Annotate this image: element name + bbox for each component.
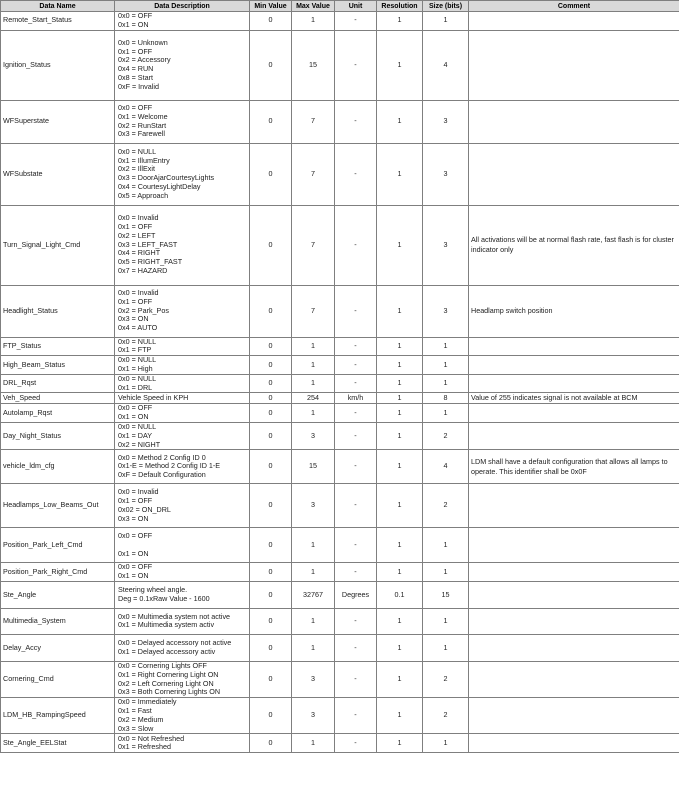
cell-data-name: Turn_Signal_Light_Cmd <box>1 205 115 285</box>
cell-data-name: Delay_Accy <box>1 634 115 661</box>
table-row <box>1 422 679 449</box>
description-line: 0x0 = Not Refreshed <box>118 733 185 743</box>
cell-max-value: 1 <box>292 608 335 634</box>
description-line: 0x1 = OFF <box>118 222 153 232</box>
cell-size-bits: 1 <box>423 734 469 753</box>
cell-max-value: 15 <box>292 450 335 484</box>
col-header-size: Size (bits) <box>423 1 469 12</box>
cell-data-name: Position_Park_Right_Cmd <box>1 563 115 582</box>
description-line: 0x1 = ON <box>118 19 149 29</box>
cell-min-value: 0 <box>250 404 292 423</box>
description-line: 0x8 = Start <box>118 72 153 82</box>
description-line: 0x0 = NULL <box>118 422 157 431</box>
table-row <box>1 634 679 661</box>
description-line: 0x3 = ON <box>118 513 149 523</box>
description-line: 0x3 = LEFT_FAST <box>118 239 178 249</box>
cell-max-value: 254 <box>292 393 335 404</box>
description-line: 0x2 = Accessory <box>118 55 171 65</box>
cell-size-bits: 15 <box>423 581 469 608</box>
cell-data-description <box>115 374 250 393</box>
description-line: 0x0 = Unknown <box>118 37 168 47</box>
cell-resolution: 1 <box>377 404 423 423</box>
cell-data-name: Ste_Angle <box>1 581 115 608</box>
cell-data-description <box>115 608 250 634</box>
cell-max-value: 7 <box>292 143 335 205</box>
cell-data-name: WFSuperstate <box>1 100 115 143</box>
table-row <box>1 661 679 697</box>
description-line: 0x0 = Immediately <box>118 697 177 707</box>
table-row <box>1 356 679 375</box>
cell-min-value: 0 <box>250 356 292 375</box>
cell-max-value: 1 <box>292 356 335 375</box>
cell-data-description <box>115 356 250 375</box>
col-header-resolution: Resolution <box>377 1 423 12</box>
cell-data-name: Headlamps_Low_Beams_Out <box>1 484 115 528</box>
cell-data-name: FTP_Status <box>1 337 115 356</box>
cell-size-bits: 1 <box>423 12 469 31</box>
cell-max-value: 1 <box>292 337 335 356</box>
cell-max-value: 3 <box>292 422 335 449</box>
cell-comment: LDM shall have a default configuration that allows all lamps to operate. This identifier shall be 0x0F <box>469 450 679 484</box>
cell-comment <box>469 698 679 734</box>
description-line: 0x1 = DRL <box>118 382 153 392</box>
cell-comment <box>469 100 679 143</box>
cell-data-description <box>115 285 250 337</box>
col-header-comment: Comment <box>469 1 679 12</box>
cell-resolution: 1 <box>377 393 423 404</box>
description-line: 0x1 = Delayed accessory activ <box>118 646 216 656</box>
cell-data-name: High_Beam_Status <box>1 356 115 375</box>
cell-min-value: 0 <box>250 581 292 608</box>
cell-unit: - <box>335 337 377 356</box>
cell-size-bits: 1 <box>423 634 469 661</box>
description-line: 0x1 = ON <box>118 412 149 422</box>
description-line: 0x0 = OFF <box>118 403 153 413</box>
cell-resolution: 1 <box>377 356 423 375</box>
description-line: 0x4 = RUN <box>118 64 154 74</box>
cell-comment <box>469 374 679 393</box>
description-line: 0x4 = RIGHT <box>118 248 161 258</box>
cell-min-value: 0 <box>250 563 292 582</box>
cell-data-description <box>115 393 250 404</box>
cell-comment <box>469 608 679 634</box>
table-row <box>1 698 679 734</box>
cell-data-description <box>115 698 250 734</box>
cell-comment: Headlamp switch position <box>469 285 679 337</box>
cell-min-value: 0 <box>250 30 292 100</box>
description-line: 0x1-E = Method 2 Config ID 1-E <box>118 461 221 471</box>
cell-resolution: 1 <box>377 528 423 563</box>
description-line: 0x1 = ON <box>118 548 149 558</box>
description-line: 0x0 = NULL <box>118 355 157 365</box>
cell-unit: - <box>335 422 377 449</box>
cell-unit: - <box>335 698 377 734</box>
description-line: 0x2 = NIGHT <box>118 439 161 449</box>
description-line: 0x0 = OFF <box>118 562 153 572</box>
cell-data-description <box>115 337 250 356</box>
cell-unit: - <box>335 374 377 393</box>
cell-size-bits: 3 <box>423 285 469 337</box>
cell-data-name: Remote_Start_Status <box>1 12 115 31</box>
description-line: 0x0 = Cornering Lights OFF <box>118 661 207 670</box>
cell-data-description <box>115 528 250 563</box>
description-line: 0x0 = OFF <box>118 103 153 112</box>
description-line: 0x1 = Fast <box>118 705 152 715</box>
description-line: 0x0 = NULL <box>118 337 157 346</box>
cell-max-value: 7 <box>292 100 335 143</box>
cell-size-bits: 3 <box>423 143 469 205</box>
description-line: 0x1 = OFF <box>118 46 153 56</box>
cell-max-value: 1 <box>292 563 335 582</box>
cell-data-name: Veh_Speed <box>1 393 115 404</box>
description-line: 0x2 = IllExit <box>118 164 155 174</box>
cell-max-value: 32767 <box>292 581 335 608</box>
table-row <box>1 484 679 528</box>
description-line: 0x3 = DoorAjarCourtesyLights <box>118 173 215 183</box>
cell-max-value: 1 <box>292 528 335 563</box>
cell-resolution: 1 <box>377 634 423 661</box>
description-line: 0x2 = Park_Pos <box>118 305 169 315</box>
description-line: 0x3 = Slow <box>118 723 154 733</box>
description-line: 0x2 = LEFT <box>118 230 156 240</box>
cell-resolution: 1 <box>377 563 423 582</box>
cell-comment <box>469 356 679 375</box>
cell-min-value: 0 <box>250 374 292 393</box>
cell-resolution: 0.1 <box>377 581 423 608</box>
description-line: 0x0 = NULL <box>118 146 157 156</box>
cell-comment <box>469 404 679 423</box>
cell-min-value: 0 <box>250 734 292 753</box>
description-line: 0x1 = Welcome <box>118 111 168 121</box>
cell-min-value: 0 <box>250 12 292 31</box>
cell-max-value: 1 <box>292 12 335 31</box>
cell-size-bits: 3 <box>423 100 469 143</box>
description-line: 0x1 = High <box>118 363 153 373</box>
description-line: 0x1 = OFF <box>118 296 153 306</box>
cell-comment <box>469 422 679 449</box>
cell-size-bits: 1 <box>423 563 469 582</box>
cell-max-value: 1 <box>292 374 335 393</box>
table-row <box>1 30 679 100</box>
cell-unit: - <box>335 450 377 484</box>
cell-size-bits: 3 <box>423 205 469 285</box>
cell-max-value: 15 <box>292 30 335 100</box>
cell-data-description <box>115 734 250 753</box>
cell-min-value: 0 <box>250 422 292 449</box>
cell-comment <box>469 634 679 661</box>
cell-unit: - <box>335 12 377 31</box>
description-line: 0x2 = RunStart <box>118 120 167 130</box>
table-row <box>1 581 679 608</box>
cell-max-value: 1 <box>292 634 335 661</box>
col-header-unit: Unit <box>335 1 377 12</box>
cell-max-value: 7 <box>292 205 335 285</box>
cell-comment <box>469 484 679 528</box>
cell-max-value: 1 <box>292 734 335 753</box>
description-line: 0x4 = CourtesyLightDelay <box>118 181 201 191</box>
cell-data-description <box>115 30 250 100</box>
col-header-data-description: Data Description <box>115 1 250 12</box>
cell-resolution: 1 <box>377 661 423 697</box>
description-line: 0x1 = Multimedia system activ <box>118 620 215 630</box>
cell-size-bits: 1 <box>423 404 469 423</box>
cell-size-bits: 4 <box>423 30 469 100</box>
table-row <box>1 100 679 143</box>
description-line: 0x7 = HAZARD <box>118 266 168 276</box>
cell-size-bits: 2 <box>423 484 469 528</box>
cell-resolution: 1 <box>377 143 423 205</box>
table-row <box>1 285 679 337</box>
description-line: 0xF = Invalid <box>118 81 159 91</box>
description-line: 0x0 = Invalid <box>118 288 159 298</box>
description-line: 0x0 = Method 2 Config ID 0 <box>118 452 206 462</box>
cell-data-name: Headlight_Status <box>1 285 115 337</box>
description-line: 0x2 = Left Cornering Light ON <box>118 678 214 688</box>
cell-size-bits: 1 <box>423 356 469 375</box>
cell-comment <box>469 563 679 582</box>
description-line: 0x1 = IllumEntry <box>118 155 170 165</box>
description-line: 0x2 = Medium <box>118 714 164 724</box>
description-line: 0x5 = RIGHT_FAST <box>118 257 183 267</box>
table-row <box>1 608 679 634</box>
cell-resolution: 1 <box>377 484 423 528</box>
cell-size-bits: 4 <box>423 450 469 484</box>
cell-resolution: 1 <box>377 422 423 449</box>
cell-data-name: Cornering_Cmd <box>1 661 115 697</box>
cell-min-value: 0 <box>250 450 292 484</box>
table-row <box>1 528 679 563</box>
cell-unit: - <box>335 100 377 143</box>
table-row <box>1 205 679 285</box>
cell-data-description <box>115 100 250 143</box>
cell-comment <box>469 12 679 31</box>
cell-data-description <box>115 634 250 661</box>
description-line: 0x0 = OFF <box>118 11 153 20</box>
cell-data-name: DRL_Rqst <box>1 374 115 393</box>
cell-comment: All activations will be at normal flash rate, fast flash is for cluster indicator only <box>469 205 679 285</box>
table-row <box>1 337 679 356</box>
cell-comment <box>469 734 679 753</box>
cell-comment <box>469 661 679 697</box>
cell-unit: km/h <box>335 393 377 404</box>
cell-data-description <box>115 404 250 423</box>
header-row <box>1 1 679 12</box>
cell-size-bits: 2 <box>423 422 469 449</box>
description-line: 0x0 = OFF <box>118 531 153 541</box>
table-row <box>1 393 679 404</box>
cell-max-value: 3 <box>292 698 335 734</box>
description-line: 0x1 = OFF <box>118 496 153 506</box>
cell-comment: Value of 255 indicates signal is not available at BCM <box>469 393 679 404</box>
table-row <box>1 374 679 393</box>
cell-min-value: 0 <box>250 100 292 143</box>
cell-data-description <box>115 563 250 582</box>
cell-unit: - <box>335 563 377 582</box>
col-header-max-value: Max Value <box>292 1 335 12</box>
cell-unit: - <box>335 285 377 337</box>
cell-unit: - <box>335 661 377 697</box>
cell-size-bits: 1 <box>423 337 469 356</box>
cell-unit: - <box>335 608 377 634</box>
table-body <box>1 12 679 753</box>
cell-min-value: 0 <box>250 484 292 528</box>
description-line: 0x0 = Multimedia system not active <box>118 611 231 621</box>
description-line: 0x3 = Both Cornering Lights ON <box>118 687 221 697</box>
description-line: 0x3 = Farewell <box>118 129 165 139</box>
cell-comment <box>469 581 679 608</box>
description-line: Deg = 0.1xRaw Value - 1600 <box>118 593 210 603</box>
cell-resolution: 1 <box>377 30 423 100</box>
cell-min-value: 0 <box>250 698 292 734</box>
cell-min-value: 0 <box>250 285 292 337</box>
cell-min-value: 0 <box>250 205 292 285</box>
description-line: 0x3 = ON <box>118 314 149 324</box>
cell-max-value: 1 <box>292 404 335 423</box>
table-row <box>1 404 679 423</box>
cell-data-name: Day_Night_Status <box>1 422 115 449</box>
cell-unit: - <box>335 30 377 100</box>
cell-data-description <box>115 450 250 484</box>
cell-data-description <box>115 143 250 205</box>
cell-resolution: 1 <box>377 100 423 143</box>
cell-max-value: 3 <box>292 661 335 697</box>
cell-min-value: 0 <box>250 528 292 563</box>
cell-resolution: 1 <box>377 450 423 484</box>
cell-max-value: 7 <box>292 285 335 337</box>
cell-unit: - <box>335 734 377 753</box>
cell-size-bits: 8 <box>423 393 469 404</box>
cell-size-bits: 1 <box>423 608 469 634</box>
cell-size-bits: 2 <box>423 698 469 734</box>
description-line: 0x1 = DAY <box>118 430 153 440</box>
col-header-min-value: Min Value <box>250 1 292 12</box>
cell-comment <box>469 143 679 205</box>
description-line: 0x0 = Delayed accessory not active <box>118 638 232 648</box>
cell-data-name: Ste_Angle_EELStat <box>1 734 115 753</box>
cell-resolution: 1 <box>377 374 423 393</box>
cell-resolution: 1 <box>377 12 423 31</box>
cell-resolution: 1 <box>377 698 423 734</box>
table-row <box>1 734 679 753</box>
cell-data-description <box>115 205 250 285</box>
cell-min-value: 0 <box>250 634 292 661</box>
description-line: 0x02 = ON_DRL <box>118 504 171 514</box>
description-line: 0x1 = Right Cornering Light ON <box>118 669 219 679</box>
description-line: 0xF = Default Configuration <box>118 470 206 480</box>
cell-data-description <box>115 12 250 31</box>
cell-unit: - <box>335 634 377 661</box>
cell-resolution: 1 <box>377 734 423 753</box>
description-line: 0x4 = AUTO <box>118 323 158 333</box>
cell-data-description <box>115 484 250 528</box>
table-row <box>1 563 679 582</box>
cell-min-value: 0 <box>250 143 292 205</box>
table-row <box>1 12 679 31</box>
description-line: 0x0 = NULL <box>118 374 157 383</box>
description-line: 0x5 = Approach <box>118 190 169 200</box>
description-line: Steering wheel angle. <box>118 585 188 595</box>
cell-min-value: 0 <box>250 337 292 356</box>
cell-resolution: 1 <box>377 337 423 356</box>
description-line: 0x0 = Invalid <box>118 213 159 223</box>
cell-data-name: Multimedia_System <box>1 608 115 634</box>
cell-min-value: 0 <box>250 393 292 404</box>
description-line: 0x1 = Refreshed <box>118 742 171 752</box>
cell-min-value: 0 <box>250 661 292 697</box>
cell-unit: - <box>335 404 377 423</box>
cell-comment <box>469 528 679 563</box>
cell-data-name: LDM_HB_RampingSpeed <box>1 698 115 734</box>
cell-data-name: Autolamp_Rqst <box>1 404 115 423</box>
cell-data-description <box>115 422 250 449</box>
cell-data-name: Ignition_Status <box>1 30 115 100</box>
cell-unit: - <box>335 356 377 375</box>
description-line: Vehicle Speed in KPH <box>118 392 189 402</box>
cell-size-bits: 2 <box>423 661 469 697</box>
cell-min-value: 0 <box>250 608 292 634</box>
cell-comment <box>469 30 679 100</box>
cell-resolution: 1 <box>377 205 423 285</box>
cell-unit: - <box>335 528 377 563</box>
cell-unit: - <box>335 143 377 205</box>
cell-unit: - <box>335 484 377 528</box>
cell-data-description <box>115 581 250 608</box>
description-line: 0x0 = Invalid <box>118 487 159 497</box>
cell-resolution: 1 <box>377 608 423 634</box>
cell-data-description <box>115 661 250 697</box>
cell-data-name: vehicle_ldm_cfg <box>1 450 115 484</box>
cell-data-name: Position_Park_Left_Cmd <box>1 528 115 563</box>
table-row <box>1 450 679 484</box>
cell-unit: - <box>335 205 377 285</box>
description-line: 0x1 = ON <box>118 571 149 581</box>
cell-data-name: WFSubstate <box>1 143 115 205</box>
description-line: 0x1 = FTP <box>118 345 152 355</box>
cell-comment <box>469 337 679 356</box>
cell-max-value: 3 <box>292 484 335 528</box>
cell-size-bits: 1 <box>423 374 469 393</box>
cell-unit: Degrees <box>335 581 377 608</box>
cell-size-bits: 1 <box>423 528 469 563</box>
col-header-data-name: Data Name <box>1 1 115 12</box>
cell-resolution: 1 <box>377 285 423 337</box>
table-row <box>1 143 679 205</box>
